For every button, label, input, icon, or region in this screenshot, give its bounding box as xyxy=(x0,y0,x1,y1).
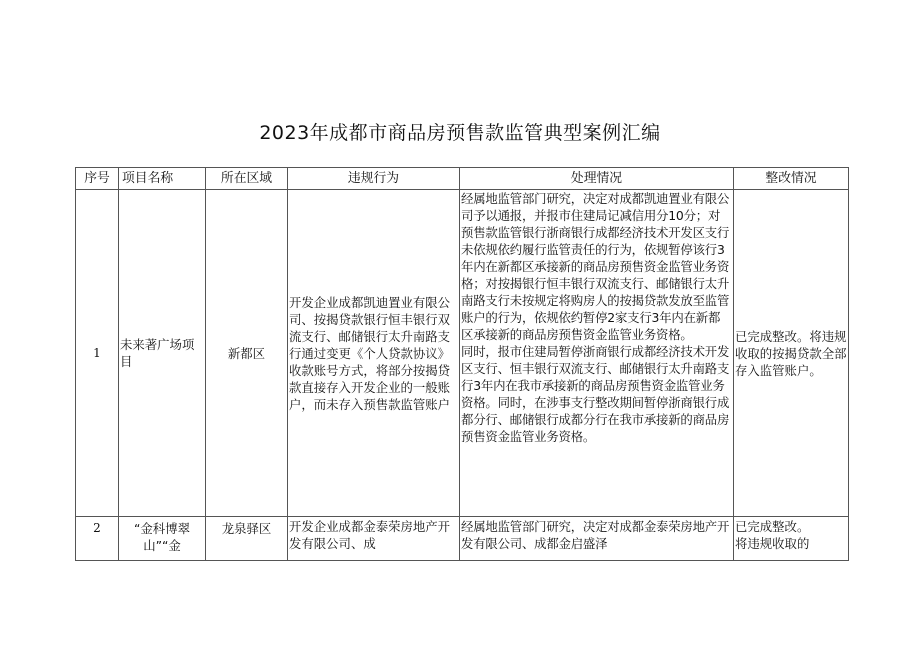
cell-handling xyxy=(460,190,734,517)
header-violation: 违规行为 xyxy=(288,168,460,190)
cell-area: 龙泉驿区 xyxy=(206,517,288,561)
cell-handling xyxy=(460,517,734,561)
cell-violation: 开发企业成都凯迪置业有限公司、按揭贷款银行恒丰银行双流支行、邮储银行太升南路支行通过变更《个人贷款协议》收款账号方式，将部分按揭贷款直接存入开发企业的一般账户，而未存入预售款监管账户 xyxy=(288,190,460,517)
cell-rectification xyxy=(734,517,849,561)
cell-no: 1 xyxy=(76,190,119,517)
cell-rectification: 已完成整改。将违规收取的按揭贷款全部存入监管账户。 xyxy=(734,190,849,517)
handling-text: 经属地监管部门研究，决定对成都金泰荣房地产开发有限公司、成都金启盛泽 xyxy=(461,519,730,551)
cell-project-name xyxy=(119,517,206,561)
rectification-text xyxy=(735,518,847,558)
project-name-text: “金科博翠山”“金 xyxy=(134,521,190,553)
rectification-line-1: 已完成整改。 xyxy=(735,519,810,534)
handling-text: 经属地监管部门研究，决定对成都凯迪置业有限公司予以通报，并报市住建局记减信用分10分；对预售款监管银行浙商银行成都经济技术开发区支行未依规依约履行监管责任的行为，依规暂停该行3年内在新都区承接新的商品房预售资金监管业务资格；对按揭银行恒丰银行双流支行、邮储银行太升南路支行未按规定将购房人的按揭贷款发放至监管账户的行为，依规依约暂停2家支行3年内在新都区承接新的商品房预售资金监管业务资格。 同时，报市住建局暂停浙商银行成都经济技术开发区支行、恒丰银行双流支行、邮储银行太升南路支行3年内在我市承接新的商品房预售资金监管业务资格。同时，在涉事支行整改期间暂停浙商银行成都分行、邮储银行成都分行在我市承接新的商品房预售资金监管业务资格。 xyxy=(461,191,730,444)
project-name-text: 未来著广场项目 xyxy=(120,337,195,369)
header-project-name: 项目名称 xyxy=(119,168,206,190)
violation-text: 开发企业成都金泰荣房地产开发有限公司、成 xyxy=(289,519,451,551)
cell-no: 2 xyxy=(76,517,119,561)
header-no: 序号 xyxy=(76,168,119,190)
cell-project-name xyxy=(119,190,206,517)
cell-area: 新都区 xyxy=(206,190,288,517)
rectification-line-2: 将违规收取的 xyxy=(735,536,810,551)
case-table xyxy=(75,167,849,561)
table-row xyxy=(76,517,849,561)
table-header-row xyxy=(76,168,849,190)
header-handling: 处理情况 xyxy=(460,168,734,190)
header-rectification: 整改情况 xyxy=(734,168,849,190)
header-area: 所在区域 xyxy=(206,168,288,190)
cell-violation xyxy=(288,517,460,561)
document-title: 2023年成都市商品房预售款监管典型案例汇编 xyxy=(259,122,661,144)
table-row xyxy=(76,190,849,517)
